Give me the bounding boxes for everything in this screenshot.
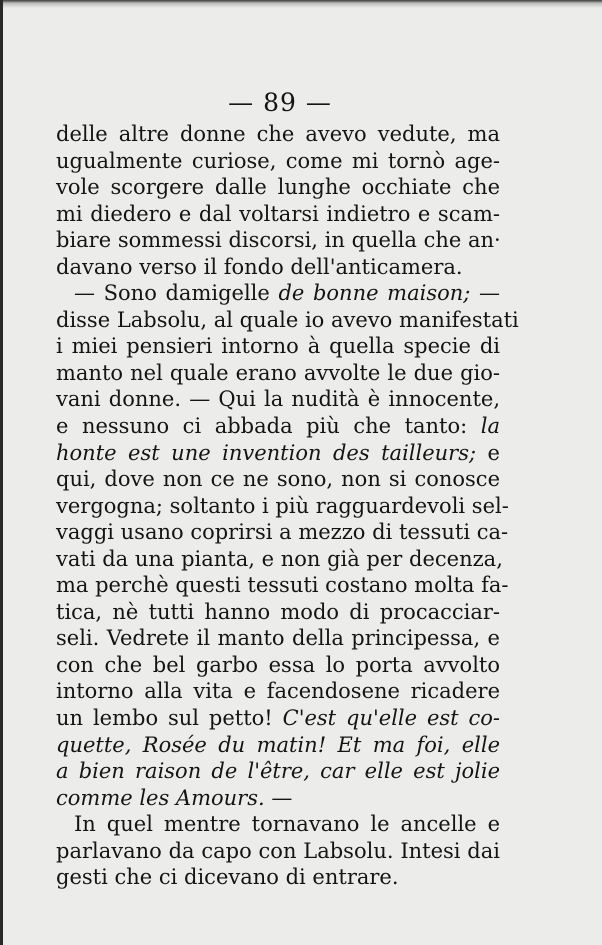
- italic-text-segment: de bonne maison;: [278, 281, 471, 306]
- text-segment: mi diedero e dal voltarsi indietro e scam-: [56, 201, 500, 226]
- text-segment: — Sono damigelle: [74, 281, 279, 306]
- text-line: [56, 758, 500, 785]
- text-segment: e: [476, 440, 500, 465]
- italic-text-segment: honte est une invention des tailleurs;: [56, 440, 477, 465]
- text-line: [56, 440, 500, 467]
- text-line: [56, 227, 500, 254]
- text-line: [56, 519, 509, 546]
- text-segment: vani donne. — Qui la nudità è innocente,: [56, 387, 500, 412]
- text-line: [56, 732, 500, 759]
- text-segment: manto nel quale erano avvolte le due gio-: [56, 360, 500, 385]
- text-segment: gesti che ci dicevano di entrare.: [56, 865, 399, 890]
- text-line: [56, 838, 500, 865]
- text-segment: e nessuno ci abbada più che tanto:: [56, 414, 481, 439]
- text-segment: In quel mentre tornavano le ancelle e: [74, 812, 500, 837]
- text-line: [56, 254, 500, 281]
- text-segment: vergogna; soltanto i più ragguardevoli sel-: [56, 493, 509, 518]
- text-segment: —: [264, 785, 293, 810]
- text-line: [56, 174, 500, 201]
- text-line: [56, 599, 500, 626]
- text-segment: disse Labsolu, al quale io avevo manifestati: [56, 307, 519, 332]
- text-segment: tica, nè tutti hanno modo di procacciar-: [56, 599, 500, 624]
- text-line: [56, 121, 500, 148]
- text-segment: delle altre donne che avevo vedute, ma: [56, 122, 500, 146]
- text-line: [56, 572, 509, 599]
- text-line: [56, 333, 500, 360]
- text-segment: i miei pensieri intorno à quella specie di: [56, 334, 500, 359]
- italic-text-segment: comme les Amours.: [56, 785, 265, 810]
- text-line: [56, 280, 500, 307]
- text-segment: seli. Vedrete il manto della principessa, e: [56, 626, 500, 651]
- text-line: [56, 625, 500, 652]
- text-segment: ma perchè questi tessuti costano molta fa-: [56, 573, 509, 598]
- text-line: [56, 678, 500, 705]
- body-text: [56, 121, 519, 891]
- text-segment: —: [470, 281, 500, 306]
- text-line: [56, 493, 509, 520]
- text-line: [56, 811, 500, 838]
- text-line: [56, 864, 500, 891]
- text-segment: vaggi usano coprirsi a mezzo di tessuti ca-: [56, 520, 509, 545]
- italic-text-segment: C'est qu'elle est co-: [282, 706, 500, 731]
- page-left-edge: [0, 0, 3, 945]
- text-segment: con che bel garbo essa lo porta avvolto: [56, 652, 500, 677]
- italic-text-segment: a bien raison de l'être, car elle est jolie: [56, 759, 500, 784]
- text-line: [56, 466, 500, 493]
- text-line: [56, 386, 500, 413]
- text-segment: un lembo sul petto!: [56, 706, 283, 731]
- text-line: [56, 148, 500, 175]
- page-number: — 89 —: [228, 88, 332, 117]
- text-segment: vati da una pianta, e non già per decenza,: [56, 546, 503, 571]
- text-segment: intorno alla vita e facendosene ricadere: [56, 679, 500, 704]
- page-top-shadow: [0, 0, 602, 8]
- text-line: [56, 360, 500, 387]
- text-line: [56, 785, 500, 812]
- text-segment: vole scorgere dalle lunghe occhiate che: [56, 175, 500, 200]
- text-line: [56, 201, 500, 228]
- text-segment: davano verso il fondo dell'anticamera.: [56, 254, 463, 279]
- text-segment: ugualmente curiose, come mi tornò age-: [56, 148, 500, 173]
- text-segment: qui, dove non ce ne sono, non si conosce: [56, 467, 500, 492]
- text-line: [56, 652, 500, 679]
- text-line: [56, 413, 500, 440]
- text-line: [56, 546, 503, 573]
- text-segment: biare sommessi discorsi, in quella che an·: [56, 228, 501, 253]
- text-segment: parlavano da capo con Labsolu. Intesi dai: [56, 838, 500, 863]
- text-line: [56, 705, 500, 732]
- text-line: [56, 307, 519, 334]
- italic-text-segment: la: [480, 414, 500, 439]
- italic-text-segment: quette, Rosée du matin! Et ma foi, elle: [56, 732, 500, 757]
